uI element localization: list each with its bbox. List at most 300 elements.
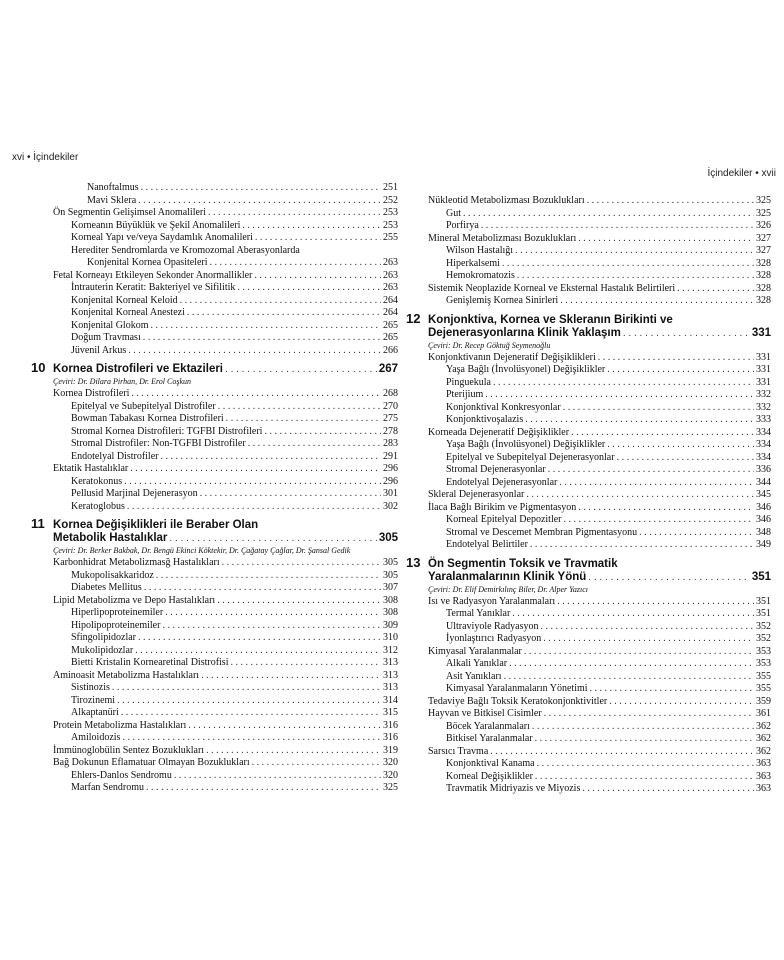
toc-entry-title: Sfingolipidozlar bbox=[71, 632, 136, 643]
toc-entry-page: 362 bbox=[756, 733, 771, 744]
toc-entry[interactable] bbox=[428, 771, 771, 784]
toc-entry-title: Konjonktival Kanama bbox=[446, 758, 535, 769]
toc-entry[interactable] bbox=[428, 502, 771, 515]
toc-entry-title: Konjonktivoşalazis bbox=[446, 414, 524, 425]
left-top-entries bbox=[53, 182, 398, 357]
toc-entry[interactable] bbox=[428, 608, 771, 621]
toc-entry-page: 308 bbox=[383, 607, 398, 618]
toc-entry-title: Isı ve Radyasyon Yaralanmaları bbox=[428, 595, 556, 607]
toc-entry-title: Mukopolisakkaridoz bbox=[71, 569, 154, 581]
toc-entry-page: 268 bbox=[383, 388, 398, 399]
toc-entry[interactable] bbox=[428, 783, 771, 796]
chapter-title[interactable] bbox=[428, 327, 771, 340]
chapter-title[interactable] bbox=[428, 571, 771, 584]
toc-entry-title: Mavi Sklera bbox=[87, 194, 137, 206]
toc-entry[interactable] bbox=[53, 570, 398, 583]
toc-entry[interactable] bbox=[53, 451, 398, 464]
toc-entry[interactable] bbox=[53, 782, 398, 795]
toc-entry[interactable] bbox=[53, 307, 398, 320]
toc-entry[interactable] bbox=[428, 452, 771, 465]
toc-entry-title: Endotelyal Distrofiler bbox=[71, 450, 159, 462]
dot-leader bbox=[156, 570, 381, 583]
toc-entry[interactable] bbox=[428, 258, 771, 271]
toc-entry-title: Korneal Yapı ve/veya Saydamlık Anomalileri bbox=[71, 232, 253, 243]
toc-entry-page: 301 bbox=[383, 488, 398, 499]
running-header-right: İçindekiler • xvii bbox=[707, 168, 776, 179]
toc-entry-title: Konjenital Glokom bbox=[71, 319, 149, 331]
dot-leader bbox=[563, 402, 754, 415]
toc-entry-page: 331 bbox=[756, 376, 771, 388]
toc-entry-page: 264 bbox=[383, 307, 398, 318]
toc-entry-title: Hemokromatozis bbox=[446, 270, 515, 281]
toc-entry[interactable] bbox=[428, 295, 771, 308]
toc-entry[interactable] bbox=[53, 345, 398, 358]
chapter-title[interactable] bbox=[53, 532, 398, 545]
dot-leader bbox=[524, 646, 754, 659]
toc-entry[interactable] bbox=[53, 320, 398, 333]
dot-leader bbox=[609, 696, 754, 709]
toc-entry-page: 363 bbox=[756, 783, 771, 794]
toc-entry-page: 332 bbox=[756, 401, 771, 413]
dot-leader bbox=[217, 595, 381, 608]
chapter-title-text: Kornea Değişiklikleri ile Beraber Olan bbox=[53, 519, 259, 531]
toc-entry[interactable] bbox=[53, 657, 398, 670]
toc-entry-page: 313 bbox=[383, 682, 398, 693]
toc-entry[interactable] bbox=[428, 527, 771, 540]
toc-entry-title: Jüvenil Arkus bbox=[71, 344, 127, 356]
toc-entry-page: 316 bbox=[383, 719, 398, 731]
toc-entry[interactable] bbox=[428, 283, 771, 296]
toc-entry[interactable] bbox=[53, 720, 398, 733]
chapter-page: 351 bbox=[751, 570, 771, 583]
dot-leader bbox=[188, 720, 381, 733]
dot-leader bbox=[160, 451, 381, 464]
toc-entry[interactable] bbox=[53, 295, 398, 308]
toc-entry[interactable] bbox=[53, 476, 398, 489]
toc-entry-title: Bitkisel Yaralanmalar bbox=[446, 733, 533, 744]
toc-entry-title: Keratokonus bbox=[71, 475, 123, 487]
toc-entry[interactable] bbox=[428, 427, 771, 440]
dot-leader bbox=[131, 388, 381, 401]
dot-leader bbox=[135, 645, 381, 658]
toc-entry-title: Yaşa Bağlı (İnvolüsyonel) Değişiklikler bbox=[446, 439, 606, 450]
toc-entry[interactable] bbox=[53, 463, 398, 476]
toc-entry-title: Lipid Metabolizma ve Depo Hastalıkları bbox=[53, 594, 216, 606]
toc-entry[interactable] bbox=[53, 282, 398, 295]
toc-entry-title: İyonlaştırıcı Radyasyon bbox=[446, 633, 542, 644]
toc-entry[interactable] bbox=[53, 620, 398, 633]
toc-entry[interactable] bbox=[428, 489, 771, 502]
toc-entry-page: 331 bbox=[756, 351, 771, 363]
toc-entry-page: 255 bbox=[383, 232, 398, 243]
chapter-title[interactable] bbox=[53, 519, 398, 532]
toc-entry[interactable] bbox=[428, 439, 771, 452]
toc-entry-page: 252 bbox=[383, 194, 398, 206]
dot-leader bbox=[206, 745, 381, 758]
dot-leader bbox=[537, 758, 754, 771]
dot-leader bbox=[138, 632, 381, 645]
dot-leader bbox=[578, 502, 754, 515]
toc-entry-title: Sistinozis bbox=[71, 682, 110, 693]
dot-leader bbox=[490, 746, 754, 759]
toc-entry-page: 349 bbox=[756, 539, 771, 550]
toc-entry[interactable] bbox=[428, 270, 771, 283]
toc-entry-title: Bowman Tabakası Kornea Distrofileri bbox=[71, 413, 224, 424]
toc-entry-title: İlaca Bağlı Birikim ve Pigmentasyon bbox=[428, 501, 577, 513]
toc-entry-title: Asit Yanıkları bbox=[446, 670, 502, 682]
toc-entry-page: 327 bbox=[756, 232, 771, 244]
chapter-title-text: Yaralanmalarının Klinik Yönü bbox=[428, 570, 587, 583]
toc-entry[interactable] bbox=[53, 207, 398, 220]
toc-entry-page: 352 bbox=[756, 620, 771, 632]
toc-entry-page: 325 bbox=[383, 782, 398, 793]
toc-entry-title: Pterijium bbox=[446, 389, 484, 400]
dot-leader bbox=[187, 307, 381, 320]
toc-entry-page: 333 bbox=[756, 414, 771, 425]
toc-entry-title: Stromal Kornea Distrofileri: TGFBI Distrofileri bbox=[71, 425, 263, 437]
toc-entry[interactable] bbox=[428, 402, 771, 415]
toc-entry[interactable] bbox=[428, 721, 771, 734]
toc-entry[interactable] bbox=[428, 414, 771, 427]
toc-entry-title: Amiloidozis bbox=[71, 732, 121, 743]
toc-entry[interactable] bbox=[428, 633, 771, 646]
dot-leader bbox=[201, 670, 381, 683]
toc-entry[interactable] bbox=[53, 670, 398, 683]
dot-leader bbox=[607, 364, 754, 377]
chapter-title-text: Ön Segmentin Toksik ve Travmatik bbox=[428, 557, 618, 570]
toc-entry-title: Pinguekula bbox=[446, 376, 491, 388]
dot-leader bbox=[515, 245, 754, 258]
toc-entry-title: Hiperlipoproteinemiler bbox=[71, 607, 164, 618]
toc-entry[interactable] bbox=[53, 745, 398, 758]
toc-entry-page: 320 bbox=[383, 769, 398, 781]
toc-entry-page: 302 bbox=[383, 500, 398, 512]
toc-entry-title: Endotelyal Dejenerasyonlar bbox=[446, 476, 558, 488]
toc-entry-page: 265 bbox=[383, 332, 398, 343]
toc-entry[interactable] bbox=[53, 195, 398, 208]
toc-entry-page: 325 bbox=[756, 195, 771, 206]
toc-entry[interactable] bbox=[53, 270, 398, 283]
toc-entry-page: 334 bbox=[756, 451, 771, 463]
toc-entry[interactable] bbox=[53, 388, 398, 401]
toc-entry[interactable] bbox=[428, 758, 771, 771]
toc-entry-page: 319 bbox=[383, 744, 398, 756]
toc-entry[interactable] bbox=[53, 401, 398, 414]
toc-entry-page: 351 bbox=[756, 608, 771, 619]
toc-entry[interactable] bbox=[53, 607, 398, 620]
dot-leader bbox=[117, 695, 381, 708]
toc-entry-title: Nanoftalmus bbox=[87, 182, 139, 193]
dot-leader bbox=[557, 596, 754, 609]
dot-leader bbox=[504, 671, 754, 684]
toc-entry-title: Pellusid Marjinal Dejenerasyon bbox=[71, 488, 198, 499]
toc-entry-page: 263 bbox=[383, 269, 398, 281]
chapter-title[interactable] bbox=[428, 558, 771, 571]
toc-entry[interactable] bbox=[428, 596, 771, 609]
toc-entry-title: Konjonktivanın Dejeneratif Değişiklikleri bbox=[428, 351, 596, 363]
right-top-entries bbox=[428, 195, 771, 308]
dot-leader bbox=[143, 332, 381, 345]
dot-leader bbox=[512, 608, 754, 621]
toc-entry-title: Skleral Dejenerasyonlar bbox=[428, 489, 525, 500]
toc-entry-page: 328 bbox=[756, 270, 771, 281]
toc-entry-title: Hiperkalsemi bbox=[446, 257, 500, 269]
toc-entry[interactable] bbox=[428, 539, 771, 552]
toc-entry-title: Karbonhidrat Metabolizmasğ Hastalıkları bbox=[53, 557, 220, 568]
dot-leader bbox=[564, 514, 754, 527]
dot-leader bbox=[141, 182, 381, 195]
toc-entry[interactable] bbox=[428, 245, 771, 258]
chapter-title-text: Konjonktiva, Kornea ve Skleranın Birikinti ve bbox=[428, 313, 673, 326]
toc-entry[interactable] bbox=[428, 696, 771, 709]
toc-entry[interactable] bbox=[53, 245, 398, 258]
toc-entry[interactable] bbox=[428, 220, 771, 233]
toc-entry-page: 331 bbox=[756, 364, 771, 375]
dot-leader bbox=[146, 782, 381, 795]
toc-entry-title: Keratoglobus bbox=[71, 500, 125, 512]
dot-leader bbox=[677, 283, 754, 296]
toc-entry-page: 359 bbox=[756, 695, 771, 707]
toc-entry-page: 253 bbox=[383, 219, 398, 231]
running-header-left: xvi • İçindekiler bbox=[12, 152, 79, 163]
dot-leader bbox=[559, 477, 754, 490]
dot-leader bbox=[130, 463, 381, 476]
toc-entry[interactable] bbox=[428, 364, 771, 377]
dot-leader bbox=[639, 527, 754, 540]
toc-entry[interactable] bbox=[53, 632, 398, 645]
dot-leader bbox=[532, 721, 754, 734]
dot-leader bbox=[535, 771, 754, 784]
chapter-title[interactable] bbox=[53, 363, 398, 376]
chapter-number: 12 bbox=[406, 310, 421, 326]
dot-leader bbox=[230, 657, 381, 670]
toc-entry[interactable] bbox=[53, 232, 398, 245]
dot-leader bbox=[463, 208, 754, 221]
toc-entry-title: Mukolipidozlar bbox=[71, 644, 134, 656]
toc-entry[interactable] bbox=[53, 438, 398, 451]
toc-entry-title: Korneanın Büyüklük ve Şekil Anomalileri bbox=[71, 219, 241, 231]
toc-entry[interactable] bbox=[428, 389, 771, 402]
toc-entry-title: Hayvan ve Bitkisel Cisimler bbox=[428, 708, 542, 719]
toc-entry-title: Aminoasit Metabolizma Hastalıkları bbox=[53, 669, 200, 681]
toc-entry[interactable] bbox=[53, 557, 398, 570]
chapter-11 bbox=[31, 516, 398, 795]
toc-entry[interactable] bbox=[428, 708, 771, 721]
dot-leader bbox=[548, 464, 754, 477]
toc-entry-page: 315 bbox=[383, 707, 398, 718]
toc-entry[interactable] bbox=[428, 658, 771, 671]
toc-entry[interactable] bbox=[53, 220, 398, 233]
toc-entry-title: Travmatik Midriyazis ve Miyozis bbox=[446, 783, 581, 794]
dot-leader bbox=[607, 439, 754, 452]
toc-entry[interactable] bbox=[428, 352, 771, 365]
toc-entry-title: Epitelyal ve Subepitelyal Distrofiler bbox=[71, 400, 216, 412]
dot-leader bbox=[502, 258, 754, 271]
toc-entry[interactable] bbox=[53, 595, 398, 608]
toc-entry-page: 278 bbox=[383, 425, 398, 437]
toc-entry[interactable] bbox=[428, 464, 771, 477]
toc-entry-title: Alkaptanüri bbox=[71, 707, 119, 718]
dot-leader bbox=[560, 295, 754, 308]
chapter-title-text: Metabolik Hastalıklar bbox=[53, 532, 168, 544]
dot-leader bbox=[237, 282, 381, 295]
toc-entry-page: 314 bbox=[383, 694, 398, 706]
toc-entry-page: 352 bbox=[756, 633, 771, 644]
toc-entry[interactable] bbox=[53, 732, 398, 745]
toc-entry-page: 265 bbox=[383, 319, 398, 331]
toc-entry[interactable] bbox=[428, 671, 771, 684]
dot-leader bbox=[180, 295, 381, 308]
toc-entry-title: Kimyasal Yaralanmaların Yönetimi bbox=[446, 683, 588, 694]
toc-entry[interactable] bbox=[428, 733, 771, 746]
toc-entry[interactable] bbox=[53, 426, 398, 439]
chapter-13 bbox=[406, 554, 771, 796]
toc-entry[interactable] bbox=[53, 332, 398, 345]
toc-entry-title: Herediter Sendromlarda ve Kromozomal Aberasyonlarda bbox=[71, 244, 300, 256]
toc-entry-page: 253 bbox=[383, 207, 398, 218]
chapter-translators: Çeviri: Dr. Elif Demirkılınç Biler, Dr. Alper Yazıcı bbox=[428, 584, 588, 594]
toc-entry-page: 263 bbox=[383, 257, 398, 268]
toc-entry-title: Endotelyal Belirtiler bbox=[446, 539, 528, 550]
dot-leader bbox=[200, 488, 381, 501]
toc-entry-page: 328 bbox=[756, 257, 771, 269]
toc-entry-page: 320 bbox=[383, 757, 398, 768]
toc-entry[interactable] bbox=[53, 757, 398, 770]
toc-entry-title: Nükleotid Metabolizması Bozuklukları bbox=[428, 195, 585, 206]
toc-entry-page: 355 bbox=[756, 683, 771, 694]
chapter-translators: Çeviri: Dr. Dilara Pirhan, Dr. Erol Coşkun bbox=[53, 377, 192, 386]
toc-entry-title: Sistemik Neoplazide Korneal ve Eksternal Hastalık Belirtileri bbox=[428, 282, 676, 294]
toc-entry[interactable] bbox=[428, 621, 771, 634]
chapter-number: 10 bbox=[31, 360, 46, 375]
toc-entry-page: 325 bbox=[756, 207, 771, 219]
toc-entry-title: Sarsıcı Travma bbox=[428, 745, 489, 757]
dot-leader bbox=[144, 582, 381, 595]
toc-entry-title: İmmünoglobülin Sentez Bozuklukları bbox=[53, 744, 205, 756]
toc-entry[interactable] bbox=[428, 514, 771, 527]
toc-entry-title: Konjenital Kornea Opasiteleri bbox=[87, 257, 208, 268]
toc-entry-page: 328 bbox=[756, 282, 771, 294]
toc-entry-page: 327 bbox=[756, 245, 771, 256]
toc-entry-page: 336 bbox=[756, 464, 771, 475]
dot-leader bbox=[124, 476, 381, 489]
dot-leader bbox=[122, 732, 381, 745]
toc-entry-title: Stromal Dejenerasyonlar bbox=[446, 464, 546, 475]
toc-entry[interactable] bbox=[428, 646, 771, 659]
toc-entry[interactable] bbox=[53, 695, 398, 708]
toc-entry-page: 334 bbox=[756, 439, 771, 450]
dot-leader bbox=[112, 682, 381, 695]
chapter-title[interactable] bbox=[428, 314, 771, 327]
toc-entry-title: Böcek Yaralanmaları bbox=[446, 720, 530, 732]
dot-leader bbox=[226, 413, 381, 426]
dot-leader bbox=[121, 707, 381, 720]
toc-entry-title: Porfirya bbox=[446, 220, 479, 231]
dot-leader bbox=[210, 257, 381, 270]
toc-entry-title: Wilson Hastalığı bbox=[446, 245, 514, 256]
dot-leader bbox=[481, 220, 754, 233]
toc-entry[interactable] bbox=[53, 682, 398, 695]
dot-leader bbox=[544, 708, 754, 721]
toc-entry[interactable] bbox=[53, 488, 398, 501]
dot-leader bbox=[252, 757, 381, 770]
toc-entry[interactable] bbox=[53, 707, 398, 720]
toc-entry-page: 312 bbox=[383, 644, 398, 656]
toc-entry-page: 362 bbox=[756, 720, 771, 732]
dot-leader bbox=[218, 401, 381, 414]
toc-entry-page: 345 bbox=[756, 489, 771, 500]
toc-entry-page: 305 bbox=[383, 569, 398, 581]
toc-entry-title: Alkali Yanıklar bbox=[446, 658, 508, 669]
toc-entry-title: Kornea Distrofileri bbox=[53, 388, 130, 399]
toc-entry-page: 348 bbox=[756, 526, 771, 538]
dot-leader bbox=[582, 783, 754, 796]
toc-entry-title: Epitelyal ve Subepitelyal Dejenerasyonlar bbox=[446, 451, 615, 463]
toc-entry-title: Gut bbox=[446, 207, 461, 219]
toc-entry[interactable] bbox=[428, 477, 771, 490]
dot-leader bbox=[526, 489, 754, 502]
toc-entry-page: 275 bbox=[383, 413, 398, 424]
toc-entry[interactable] bbox=[428, 233, 771, 246]
toc-entry[interactable] bbox=[53, 582, 398, 595]
toc-entry[interactable] bbox=[428, 208, 771, 221]
toc-entry-page: 328 bbox=[756, 295, 771, 306]
toc-entry-title: Korneada Dejeneratif Değişiklikler bbox=[428, 426, 570, 438]
dot-leader bbox=[485, 389, 754, 402]
toc-entry[interactable] bbox=[53, 257, 398, 270]
chapter-10 bbox=[31, 360, 398, 513]
chapter-12 bbox=[406, 310, 771, 552]
toc-entry-page: 344 bbox=[756, 476, 771, 488]
toc-entry-page: 334 bbox=[756, 426, 771, 438]
toc-entry[interactable] bbox=[53, 501, 398, 514]
toc-entry-page: 266 bbox=[383, 344, 398, 356]
toc-entry-page: 332 bbox=[756, 389, 771, 400]
dot-leader bbox=[617, 452, 754, 465]
toc-entry-page: 296 bbox=[383, 475, 398, 487]
toc-entry-page: 361 bbox=[756, 708, 771, 719]
toc-entry-title: Ektatik Hastalıklar bbox=[53, 463, 129, 474]
toc-entry[interactable] bbox=[428, 377, 771, 390]
toc-entry[interactable] bbox=[53, 182, 398, 195]
chapter-page: 267 bbox=[378, 363, 398, 375]
toc-entry-page: 313 bbox=[383, 657, 398, 668]
toc-entry[interactable] bbox=[428, 746, 771, 759]
toc-entry-title: Protein Metabolizma Hastalıkları bbox=[53, 719, 187, 731]
dot-leader bbox=[225, 363, 377, 376]
dot-leader bbox=[169, 532, 376, 545]
dot-leader bbox=[128, 345, 381, 358]
dot-leader bbox=[530, 539, 754, 552]
toc-entry-page: 307 bbox=[383, 582, 398, 593]
toc-entry[interactable] bbox=[53, 770, 398, 783]
chapter-number: 11 bbox=[31, 516, 45, 531]
toc-entry[interactable] bbox=[428, 195, 771, 208]
toc-entry[interactable] bbox=[428, 683, 771, 696]
toc-entry-title: Stromal Distrofiler: Non-TGFBI Distrofiler bbox=[71, 438, 246, 449]
dot-leader bbox=[127, 501, 381, 514]
chapter-title-text: Kornea Distrofileri ve Ektazileri bbox=[53, 363, 224, 375]
dot-leader bbox=[590, 683, 754, 696]
chapter-title-text: Dejenerasyonlarına Klinik Yaklaşım bbox=[428, 326, 621, 339]
toc-entry-page: 313 bbox=[383, 669, 398, 681]
toc-entry[interactable] bbox=[53, 645, 398, 658]
toc-entry[interactable] bbox=[53, 413, 398, 426]
chapter-translators: Çeviri: Dr. Berker Bakbak, Dr. Bengü Ekinci Köktekir, Dr. Çağatay Çağlar, Dr. Şansal Gedik bbox=[53, 546, 351, 555]
toc-entry-page: 264 bbox=[383, 294, 398, 306]
toc-entry-page: 296 bbox=[383, 463, 398, 474]
toc-entry-page: 326 bbox=[756, 220, 771, 231]
